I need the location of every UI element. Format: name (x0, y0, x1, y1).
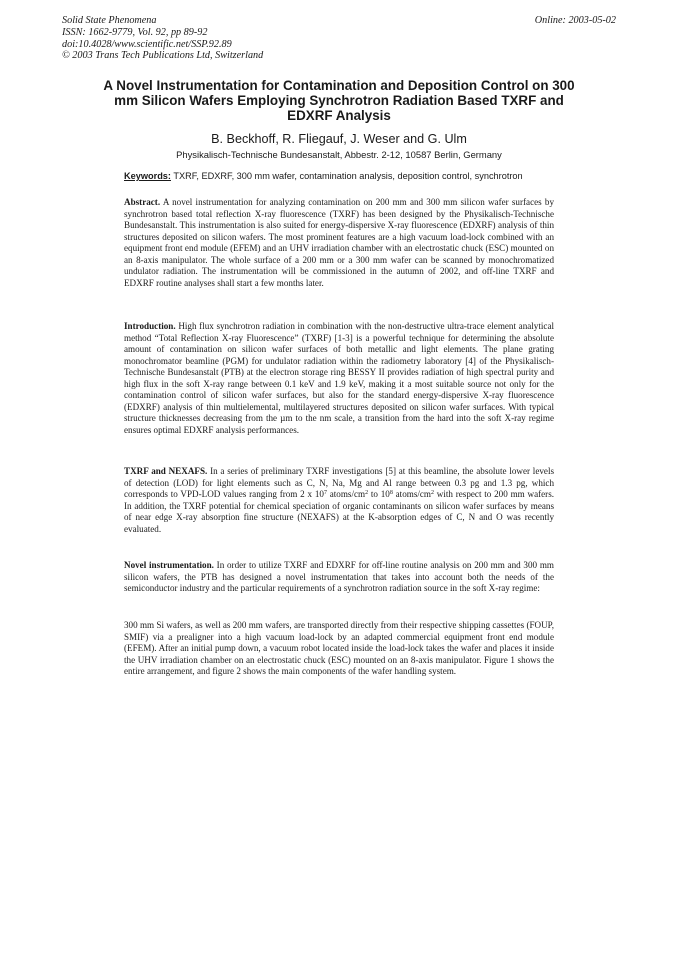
journal-doi: doi:10.4028/www.scientific.net/SSP.92.89 (62, 38, 232, 50)
abstract-paragraph (124, 197, 554, 289)
abstract-text: A novel instrumentation for analyzing contamination on 200 mm and 300 mm silicon wafer surfaces by synchrotron based total reflection X-ray fluorescence (TXRF) has been designed by the Physikalisch-Technische Bundesanstalt. This instrumentation is also suited for energy-dispersive X-ray fluorescence (EDXRF) analysis of thin structures deposited on silicon wafers. The most prominent features are a high vacuum load-lock combined with an equipment front end module (EFEM) and an UHV irradiation chamber with an electrostatic chuck (ESC) mounted on an 8-axis manipulator. The whole surface of a 200 mm or a 300 mm wafer can be scanned by monochromatized undulator radiation. The instrumentation will be commissioned in the autumn of 2002, and off-line TXRF and EDXRF routine analyses shall start a few months later. (124, 197, 554, 288)
paper-authors: B. Beckhoff, R. Fliegauf, J. Weser and G. Ulm (211, 132, 467, 146)
novel-instrumentation-label: Novel instrumentation. (124, 560, 214, 570)
txrf-nexafs-text-4: atoms/cm (392, 489, 431, 500)
txrf-nexafs-sup-4: 2 (431, 490, 434, 497)
txrf-nexafs-sup-2: 2 (365, 490, 369, 497)
txrf-nexafs-sup-1: 7 (323, 490, 327, 497)
txrf-nexafs-text-3: to 10 (368, 489, 390, 500)
online-date: Online: 2003-05-02 (534, 15, 616, 26)
introduction-paragraph (124, 321, 554, 436)
abstract-label: Abstract. (124, 197, 161, 207)
author-affiliation: Physikalisch-Technische Bundesanstalt, Abbestr. 2-12, 10587 Berlin, Germany (176, 149, 502, 160)
introduction-text: High flux synchrotron radiation in combination with the non-destructive ultra-trace element analytical method “Total Reflection X-ray Fluorescence” (TXRF) [1-3] is a powerful technique for determining the absolute amount of contamination on silicon wafer surfaces of both metallic and light elements. The plane grating monochromator beamline (PGM) for undulator radiation within the radiometry laboratory [4] of the Physikalisch-Technische Bundesanstalt (PTB) at the electron storage ring BESSY II provides radiation of high spectral purity and high flux in the soft X-ray range between 0.1 keV and 1.9 keV, making it a most suitable source not only for the contamination control of silicon wafer surfaces, but also for the standard energy-dispersive X-ray fluorescence (EDXRF) analysis of thin multielemental, multilayered structures deposited on silicon wafer surfaces. With typical structure thicknesses decreasing from the µm to the nm scale, a transition from the hard into the soft X-ray regime ensures optimal EDXRF analysis performances. (124, 321, 555, 435)
txrf-nexafs-label: TXRF and NEXAFS. (124, 466, 208, 476)
txrf-nexafs-paragraph (124, 466, 554, 535)
copyright-notice: © 2003 Trans Tech Publications Ltd, Switzerland (62, 50, 264, 62)
journal-issn: ISSN: 1662-9779, Vol. 92, pp 89-92 (62, 26, 208, 38)
keywords-text: TXRF, EDXRF, 300 mm wafer, contamination analysis, deposition control, synchrotron (173, 171, 523, 181)
txrf-nexafs-text-2: atoms/cm (326, 489, 366, 500)
txrf-nexafs-sup-3: 8 (389, 490, 393, 497)
novel-instrumentation-paragraph (124, 560, 554, 595)
journal-name: Solid State Phenomena (62, 15, 157, 26)
keywords-line (124, 171, 624, 181)
txrf-nexafs-text-5: with respect to 200 mm wafers. In addition, the TXRF potential for chemical speciation of organic contaminants on silicon wafer surfaces by means of near edge X-ray absorption fine structure (NEXAFS) at the K-absorption edges of C, N and O was recently evaluated. (124, 489, 555, 534)
introduction-label: Introduction. (124, 321, 176, 331)
keywords-label: Keywords: (124, 171, 171, 181)
journal-header (62, 15, 482, 62)
wafer-handling-paragraph: 300 mm Si wafers, as well as 200 mm wafers, are transported directly from their respective shipping cassettes (FOUP, SMIF) via a prealigner into a high vacuum load-lock by an adapted commercial equipment front end module (EFEM). After an initial pump down, a vacuum robot located inside the load-lock takes the wafer and places it inside the UHV irradiation chamber on an electrostatic chuck (ESC) mounted on an 8-axis manipulator. Figure 1 shows the entire arrangement, and figure 2 shows the main components of the wafer handling system. (124, 620, 554, 677)
paper-title: A Novel Instrumentation for Contamination and Deposition Control on 300 mm Silicon Wafers Employing Synchrotron Radiation Based TXRF and EDXRF Analysis (103, 78, 575, 124)
txrf-nexafs-text-1: In a series of preliminary TXRF investigations [5] at this beamline, the absolute lower levels of detection (LOD) for light elements such as C, N, Na, Mg and Al range between 0.3 pg and 1.3 pg, which corresponds to VPD-LOD values ranging from 2 x 10 (124, 466, 555, 500)
novel-instrumentation-text: In order to utilize TXRF and EDXRF for off-line routine analysis on 200 mm and 300 mm silicon wafers, the PTB has designed a novel instrumentation that takes into account both the needs of the semiconductor industry and the particular requirements of a synchrotron radiation source in the soft X-ray regime: (124, 560, 554, 594)
